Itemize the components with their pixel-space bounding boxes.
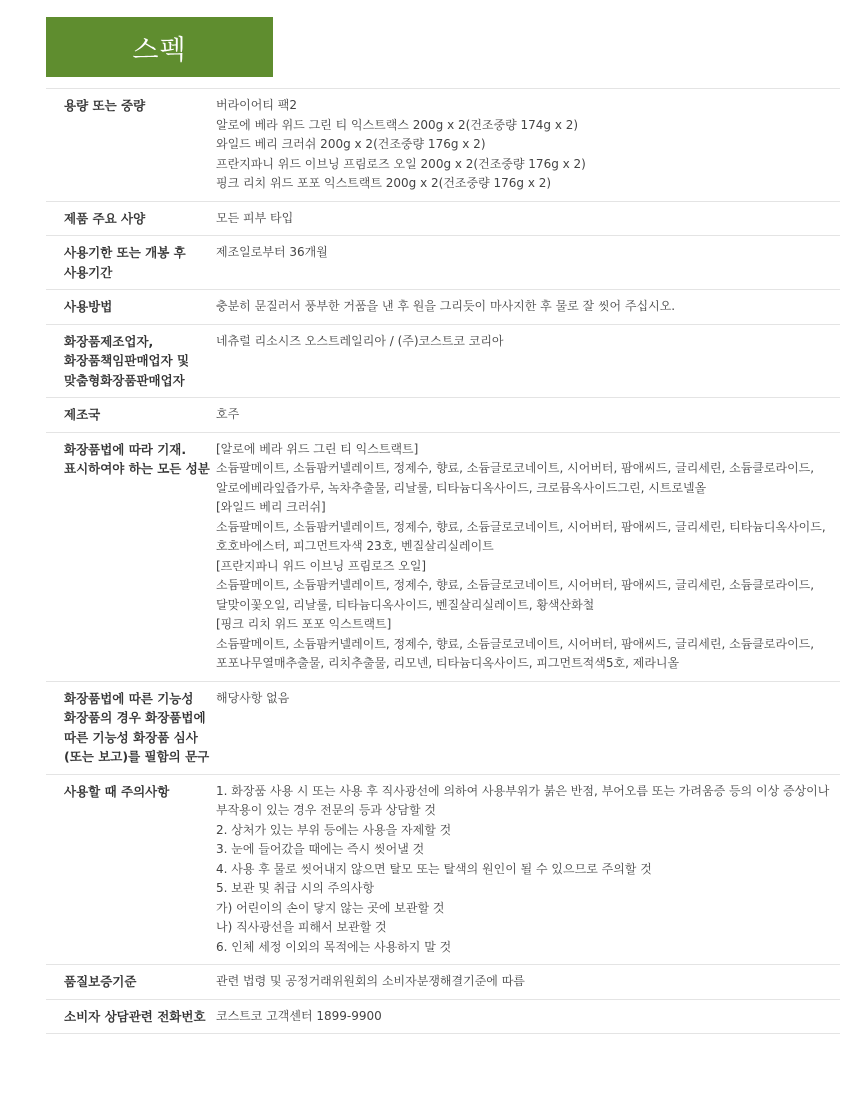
spec-value: 네츄럴 리소시즈 오스트레일리아 / (주)코스트코 코리아 bbox=[216, 333, 504, 348]
spec-row-origin bbox=[46, 398, 840, 433]
spec-line: 2. 상처가 있는 부위 등에는 사용을 자제할 것 bbox=[216, 822, 452, 837]
spec-line: 소듐팔메이트, 소듐팜커넬레이트, 정제수, 향료, 소듐글로코네이트, 시어버터, 팜애씨드, 글리세린, 소듐클로라이드, 포포나무열매추출물, 리치추출물, 리모넨, 티타늄디옥사이드, 피그먼트적색5호, 제라니올 bbox=[216, 636, 815, 670]
spec-label: 사용기한 또는 개봉 후 사용기간 bbox=[64, 245, 186, 280]
spec-line: 5. 보관 및 취급 시의 주의사항 bbox=[216, 881, 375, 895]
spec-line: 6. 인체 세정 이외의 목적에는 사용하지 말 것 bbox=[216, 939, 452, 954]
spec-value: 관련 법령 및 공정거래위원회의 소비자분쟁해결기준에 따름 bbox=[216, 974, 525, 988]
spec-row-contact bbox=[46, 999, 840, 1034]
spec-line: 소듐팔메이트, 소듐팜커넬레이트, 정제수, 향료, 소듐글로코네이트, 시어버터, 팜애씨드, 글리세린, 소듐클로라이드, 달맞이꽃오일, 리날룰, 티타늄디옥사이드, 벤질살리실레이트, 황색산화철 bbox=[216, 578, 815, 612]
spec-table bbox=[46, 88, 840, 1034]
spec-value: 해당사항 없음 bbox=[216, 690, 290, 705]
spec-line: 와일드 베리 크러쉬 200g x 2(건조중량 176g x 2) bbox=[216, 137, 486, 151]
spec-line: 가) 어린이의 손이 닿지 않는 곳에 보관할 것 bbox=[216, 900, 445, 915]
spec-row-main-spec bbox=[46, 201, 840, 236]
spec-value: 제조일로부터 36개월 bbox=[216, 245, 328, 259]
spec-line: [알로에 베라 위드 그린 티 익스트랙트] bbox=[216, 441, 419, 456]
spec-line: 1. 화장품 사용 시 또는 사용 후 직사광선에 의하여 사용부위가 붉은 반점, 부어오름 또는 가려움증 등의 이상 증상이나 부작용이 있는 경우 전문의 등과 상담할 것 bbox=[216, 783, 830, 817]
spec-label: 화장품법에 따라 기재.표시하여야 하는 모든 성분 bbox=[64, 441, 210, 476]
spec-line: 소듐팔메이트, 소듐팜커넬레이트, 정제수, 향료, 소듐글로코네이트, 시어버터, 팜애씨드, 글리세린, 소듐클로라이드, 알로에베라잎즙가루, 녹차추출물, 리날룰, 티타늄디옥사이드, 크로뮴옥사이드그린, 시트로넬올 bbox=[216, 461, 815, 495]
spec-row-functional bbox=[46, 681, 840, 774]
spec-title: 스펙 bbox=[132, 34, 187, 66]
spec-label: 제조국 bbox=[64, 407, 101, 422]
spec-label: 화장품법에 따른 기능성 화장품의 경우 화장품법에 따른 기능성 화장품 심사(또는 보고)를 필함의 문구 bbox=[64, 690, 210, 764]
spec-label: 품질보증기준 bbox=[64, 974, 137, 989]
spec-label: 사용할 때 주의사항 bbox=[64, 783, 170, 799]
spec-value bbox=[214, 432, 840, 681]
spec-header bbox=[46, 17, 273, 77]
spec-line: 나) 직사광선을 피해서 보관할 것 bbox=[216, 920, 387, 934]
spec-value: 코스트코 고객센터 1899-9900 bbox=[216, 1008, 382, 1023]
spec-value: 충분히 문질러서 풍부한 거품을 낸 후 원을 그리듯이 마사지한 후 물로 잘 씻어 주십시오. bbox=[216, 299, 676, 313]
spec-row-caution bbox=[46, 774, 840, 965]
spec-line: 소듐팔메이트, 소듐팜커넬레이트, 정제수, 향료, 소듐글로코네이트, 시어버터, 팜애씨드, 글리세린, 티타늄디옥사이드, 호호바에스터, 피그먼트자색 23호, 벤질살리실레이트 bbox=[216, 519, 826, 553]
spec-line: [프란지파니 위드 이브닝 프림로즈 오일] bbox=[216, 558, 427, 573]
spec-label: 용량 또는 중량 bbox=[64, 98, 146, 113]
spec-line: [핑크 리치 위드 포포 익스트랙트] bbox=[216, 617, 392, 631]
spec-line: 버라이어티 팩2 bbox=[216, 98, 298, 112]
spec-row-ingredients bbox=[46, 432, 840, 681]
spec-line: 3. 눈에 들어갔을 때에는 즉시 씻어낼 것 bbox=[216, 842, 425, 856]
spec-label: 제품 주요 사양 bbox=[64, 210, 146, 226]
spec-label: 소비자 상담관련 전화번호 bbox=[64, 1008, 206, 1024]
spec-value: 모든 피부 타입 bbox=[216, 210, 294, 225]
spec-label: 화장품제조업자, 화장품책임판매업자 및 맞춤형화장품판매업자 bbox=[64, 333, 190, 388]
spec-line: [와일드 베리 크러쉬] bbox=[216, 500, 326, 514]
spec-value bbox=[214, 774, 840, 965]
spec-row-manufacturer bbox=[46, 324, 840, 398]
spec-value: 호주 bbox=[216, 407, 240, 421]
spec-value bbox=[214, 89, 840, 202]
spec-line: 프란지파니 위드 이브닝 프림로즈 오일 200g x 2(건조중량 176g x 2) bbox=[216, 156, 586, 171]
spec-line: 핑크 리치 위드 포포 익스트랙트 200g x 2(건조중량 176g x 2) bbox=[216, 176, 552, 190]
spec-row-capacity bbox=[46, 89, 840, 202]
spec-row-quality bbox=[46, 965, 840, 1000]
spec-row-shelf-life bbox=[46, 236, 840, 290]
spec-line: 4. 사용 후 물로 씻어내지 않으면 탈모 또는 탈색의 원인이 될 수 있으므로 주의할 것 bbox=[216, 861, 652, 876]
spec-label: 사용방법 bbox=[64, 299, 113, 314]
spec-line: 알로에 베라 위드 그린 티 익스트랙스 200g x 2(건조중량 174g x 2) bbox=[216, 117, 579, 132]
spec-row-usage bbox=[46, 290, 840, 325]
